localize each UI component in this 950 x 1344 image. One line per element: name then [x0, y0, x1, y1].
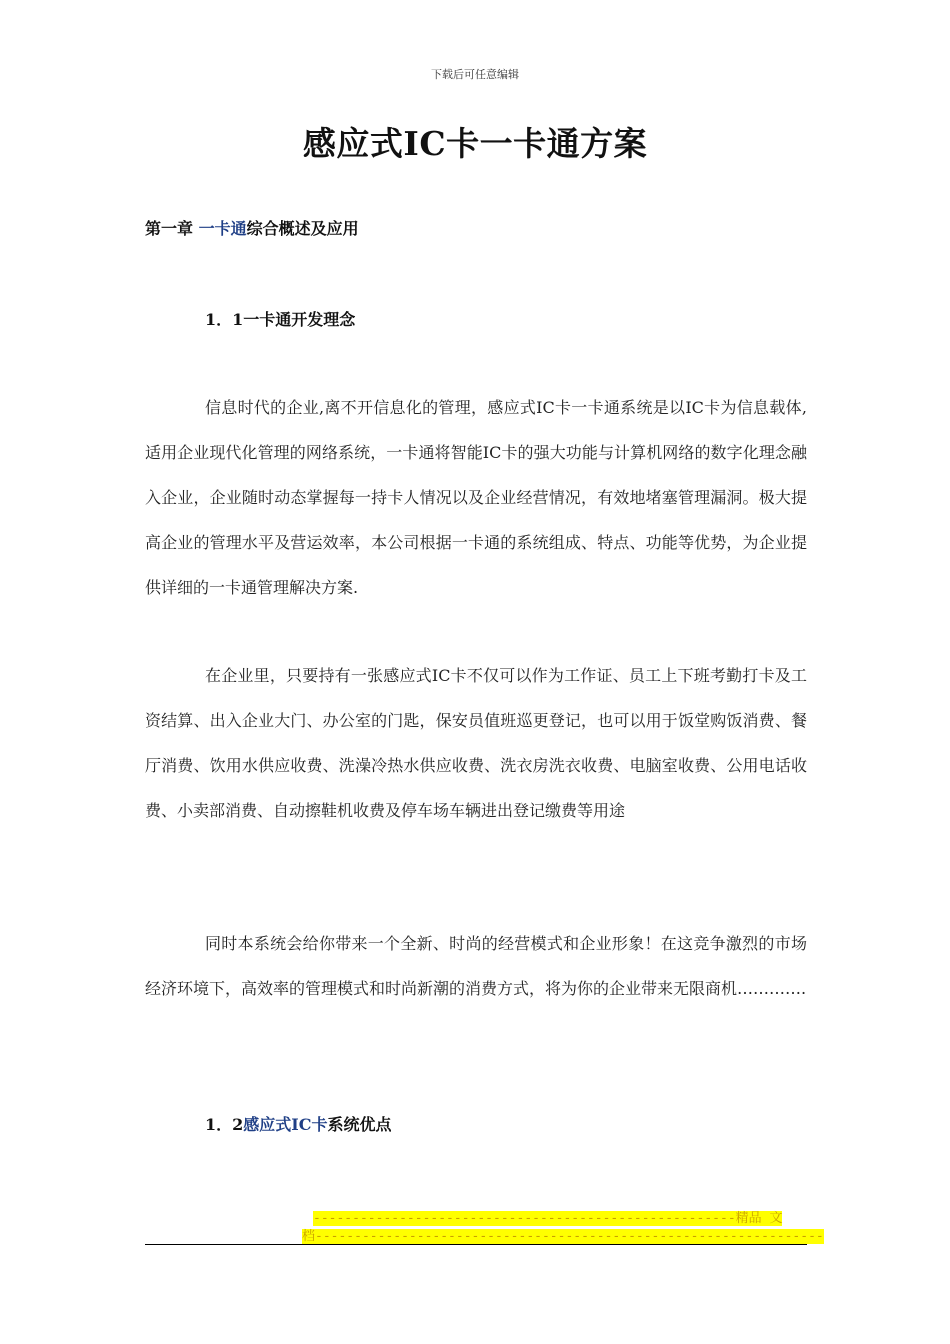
paragraph-intro: 信息时代的企业,离不开信息化的管理，感应式IC卡一卡通系统是以IC卡为信息载体,适用企业现代化管理的网络系统，一卡通将智能IC卡的强大功能与计算机网络的数字化理念融入企业，企业随时动态掌握每一持卡人情况以及企业经营情况，有效地堵塞管理漏洞。极大提高企业的管理水平及营运效率，本公司根据一卡通的系统组成、特点、功能等优势，为企业提供详细的一卡通管理解决方案. — [145, 398, 807, 597]
section-heading-1-2 — [205, 1112, 392, 1135]
document-title: 感应式IC卡一卡通方案 — [302, 124, 648, 163]
page-header-note: 下载后可任意编辑 — [431, 68, 519, 81]
footer-divider — [145, 1244, 807, 1245]
footer-highlight-1: ------------------------------------------------------精品 文 — [313, 1211, 783, 1226]
section-heading-1-1: 1．1一卡通开发理念 — [205, 310, 356, 329]
section-2-prefix: 1．2 — [205, 1115, 244, 1134]
footer-highlight-2: 档----------------------------------------------------------------- — [302, 1229, 824, 1244]
paragraph-benefits: 同时本系统会给你带来一个全新、时尚的经营模式和企业形象！在这竞争激烈的市场经济环境下，高效率的管理模式和时尚新潮的消费方式，将为你的企业带来无限商机…………. — [145, 934, 807, 998]
section-2-suffix: 系统优点 — [327, 1115, 392, 1134]
chapter-heading — [145, 216, 359, 239]
footer-banner — [302, 1210, 824, 1246]
paragraph-uses: 在企业里，只要持有一张感应式IC卡不仅可以作为工作证、员工上下班考勤打卡及工资结算、出入企业大门、办公室的门匙，保安员值班巡更登记，也可以用于饭堂购饭消费、餐厅消费、饮用水供应收费、洗澡冷热水供应收费、洗衣房洗衣收费、电脑室收费、公用电话收费、小卖部消费、自动擦鞋机收费及停车场车辆进出登记缴费等用途 — [145, 666, 807, 820]
chapter-link-yikatong[interactable]: 一卡通 — [198, 219, 247, 238]
chapter-prefix: 第一章 — [145, 219, 199, 238]
footer-line-1 — [302, 1210, 783, 1228]
chapter-suffix: 综合概述及应用 — [246, 219, 359, 238]
section-2-link-ic-card[interactable]: 感应式IC卡 — [243, 1115, 328, 1134]
